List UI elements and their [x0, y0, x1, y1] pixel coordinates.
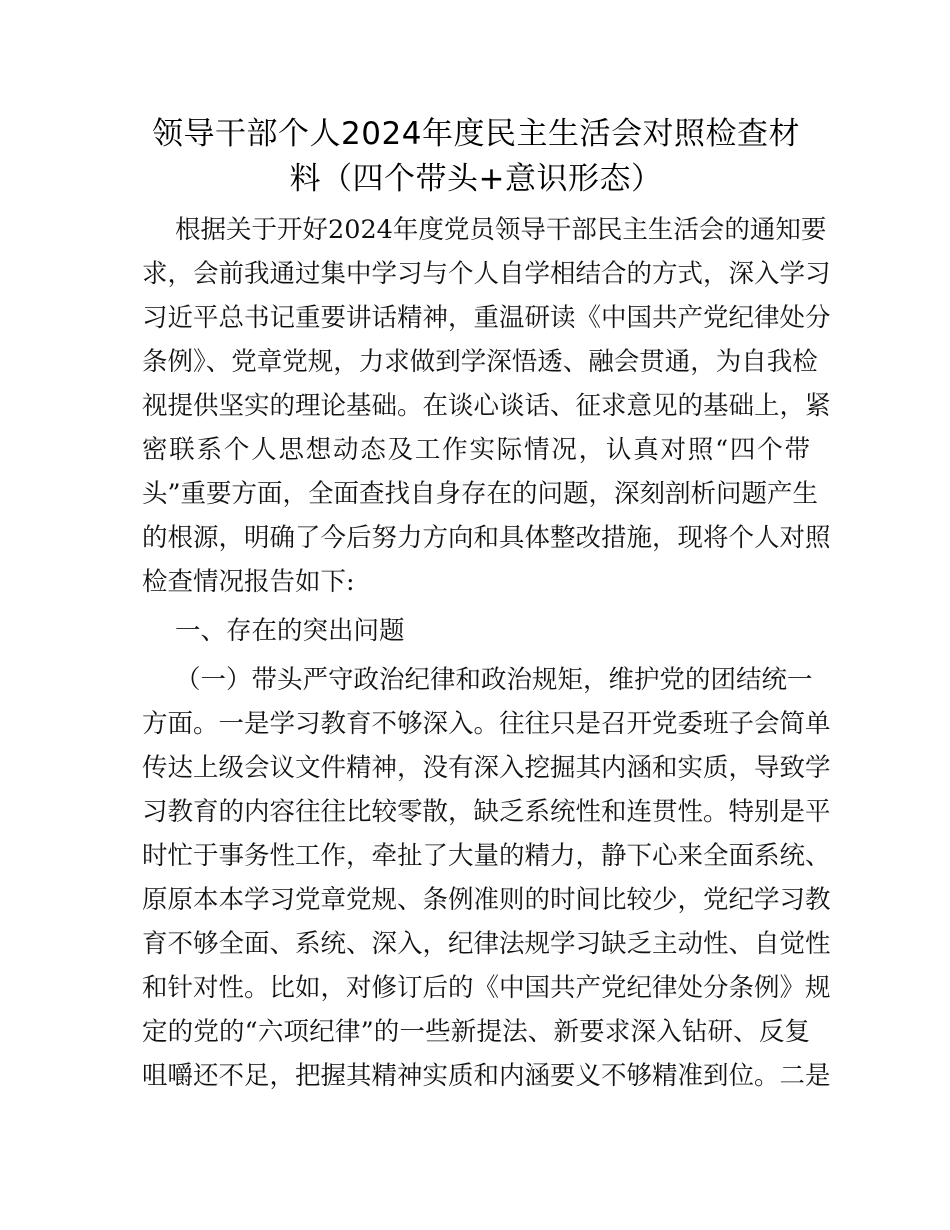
- section-1-paragraph: [142, 658, 831, 1098]
- title-line-2: 料（四个带头+意识形态）: [289, 161, 663, 197]
- intro-line: 求，会前我通过集中学习与个人自学相结合的方式，深入学习: [142, 259, 831, 289]
- section-heading: 一、存在的突出问题: [175, 616, 405, 646]
- intro-line: 根据关于开好2024年度党员领导干部民主生活会的通知要: [175, 215, 827, 245]
- section-1-line: 方面。一是学习教育不够深入。往往只是召开党委班子会简单: [142, 709, 831, 739]
- intro-line: 视提供坚实的理论基础。在谈心谈话、征求意见的基础上，紧: [142, 391, 831, 421]
- intro-line: 条例》、党章党规，力求做到学深悟透、融会贯通，为自我检: [142, 347, 818, 377]
- intro-line: 检查情况报告如下:: [142, 567, 355, 597]
- section-1-line: 时忙于事务性工作，牵扯了大量的精力，静下心来全面系统、: [142, 841, 831, 871]
- section-heading-block: [142, 609, 810, 653]
- intro-line: 头”重要方面，全面查找自身存在的问题，深刻剖析问题产生: [142, 479, 819, 509]
- section-1-line: 定的党的“六项纪律”的一些新提法、新要求深入钻研、反复: [142, 1017, 810, 1047]
- document-title: [134, 112, 818, 202]
- section-1-line: （一）带头严守政治纪律和政治规矩，维护党的团结统一: [175, 665, 813, 695]
- intro-line: 习近平总书记重要讲话精神，重温研读《中国共产党纪律处分: [142, 303, 831, 333]
- section-1-line: 原原本本学习党章党规、条例准则的时间比较少，党纪学习教: [142, 885, 831, 915]
- intro-line: 的根源，明确了今后努力方向和具体整改措施，现将个人对照: [142, 523, 831, 553]
- section-1-line: 传达上级会议文件精神，没有深入挖掘其内涵和实质，导致学: [142, 753, 831, 783]
- section-1-line: 育不够全面、系统、深入，纪律法规学习缺乏主动性、自觉性: [142, 929, 831, 959]
- document-page: [142, 112, 831, 1098]
- section-1-line: 咀嚼还不足，把握其精神实质和内涵要义不够精准到位。二是: [142, 1061, 831, 1091]
- section-1-line: 习教育的内容往往比较零散，缺乏系统性和连贯性。特别是平: [142, 797, 831, 827]
- title-line-1: 领导干部个人2024年度民主生活会对照检查材: [152, 116, 800, 152]
- section-1-line: 和针对性。比如，对修订后的《中国共产党纪律处分条例》规: [142, 973, 831, 1003]
- intro-line: 密联系个人思想动态及工作实际情况，认真对照“四个带: [142, 435, 810, 465]
- intro-paragraph: [142, 208, 831, 604]
